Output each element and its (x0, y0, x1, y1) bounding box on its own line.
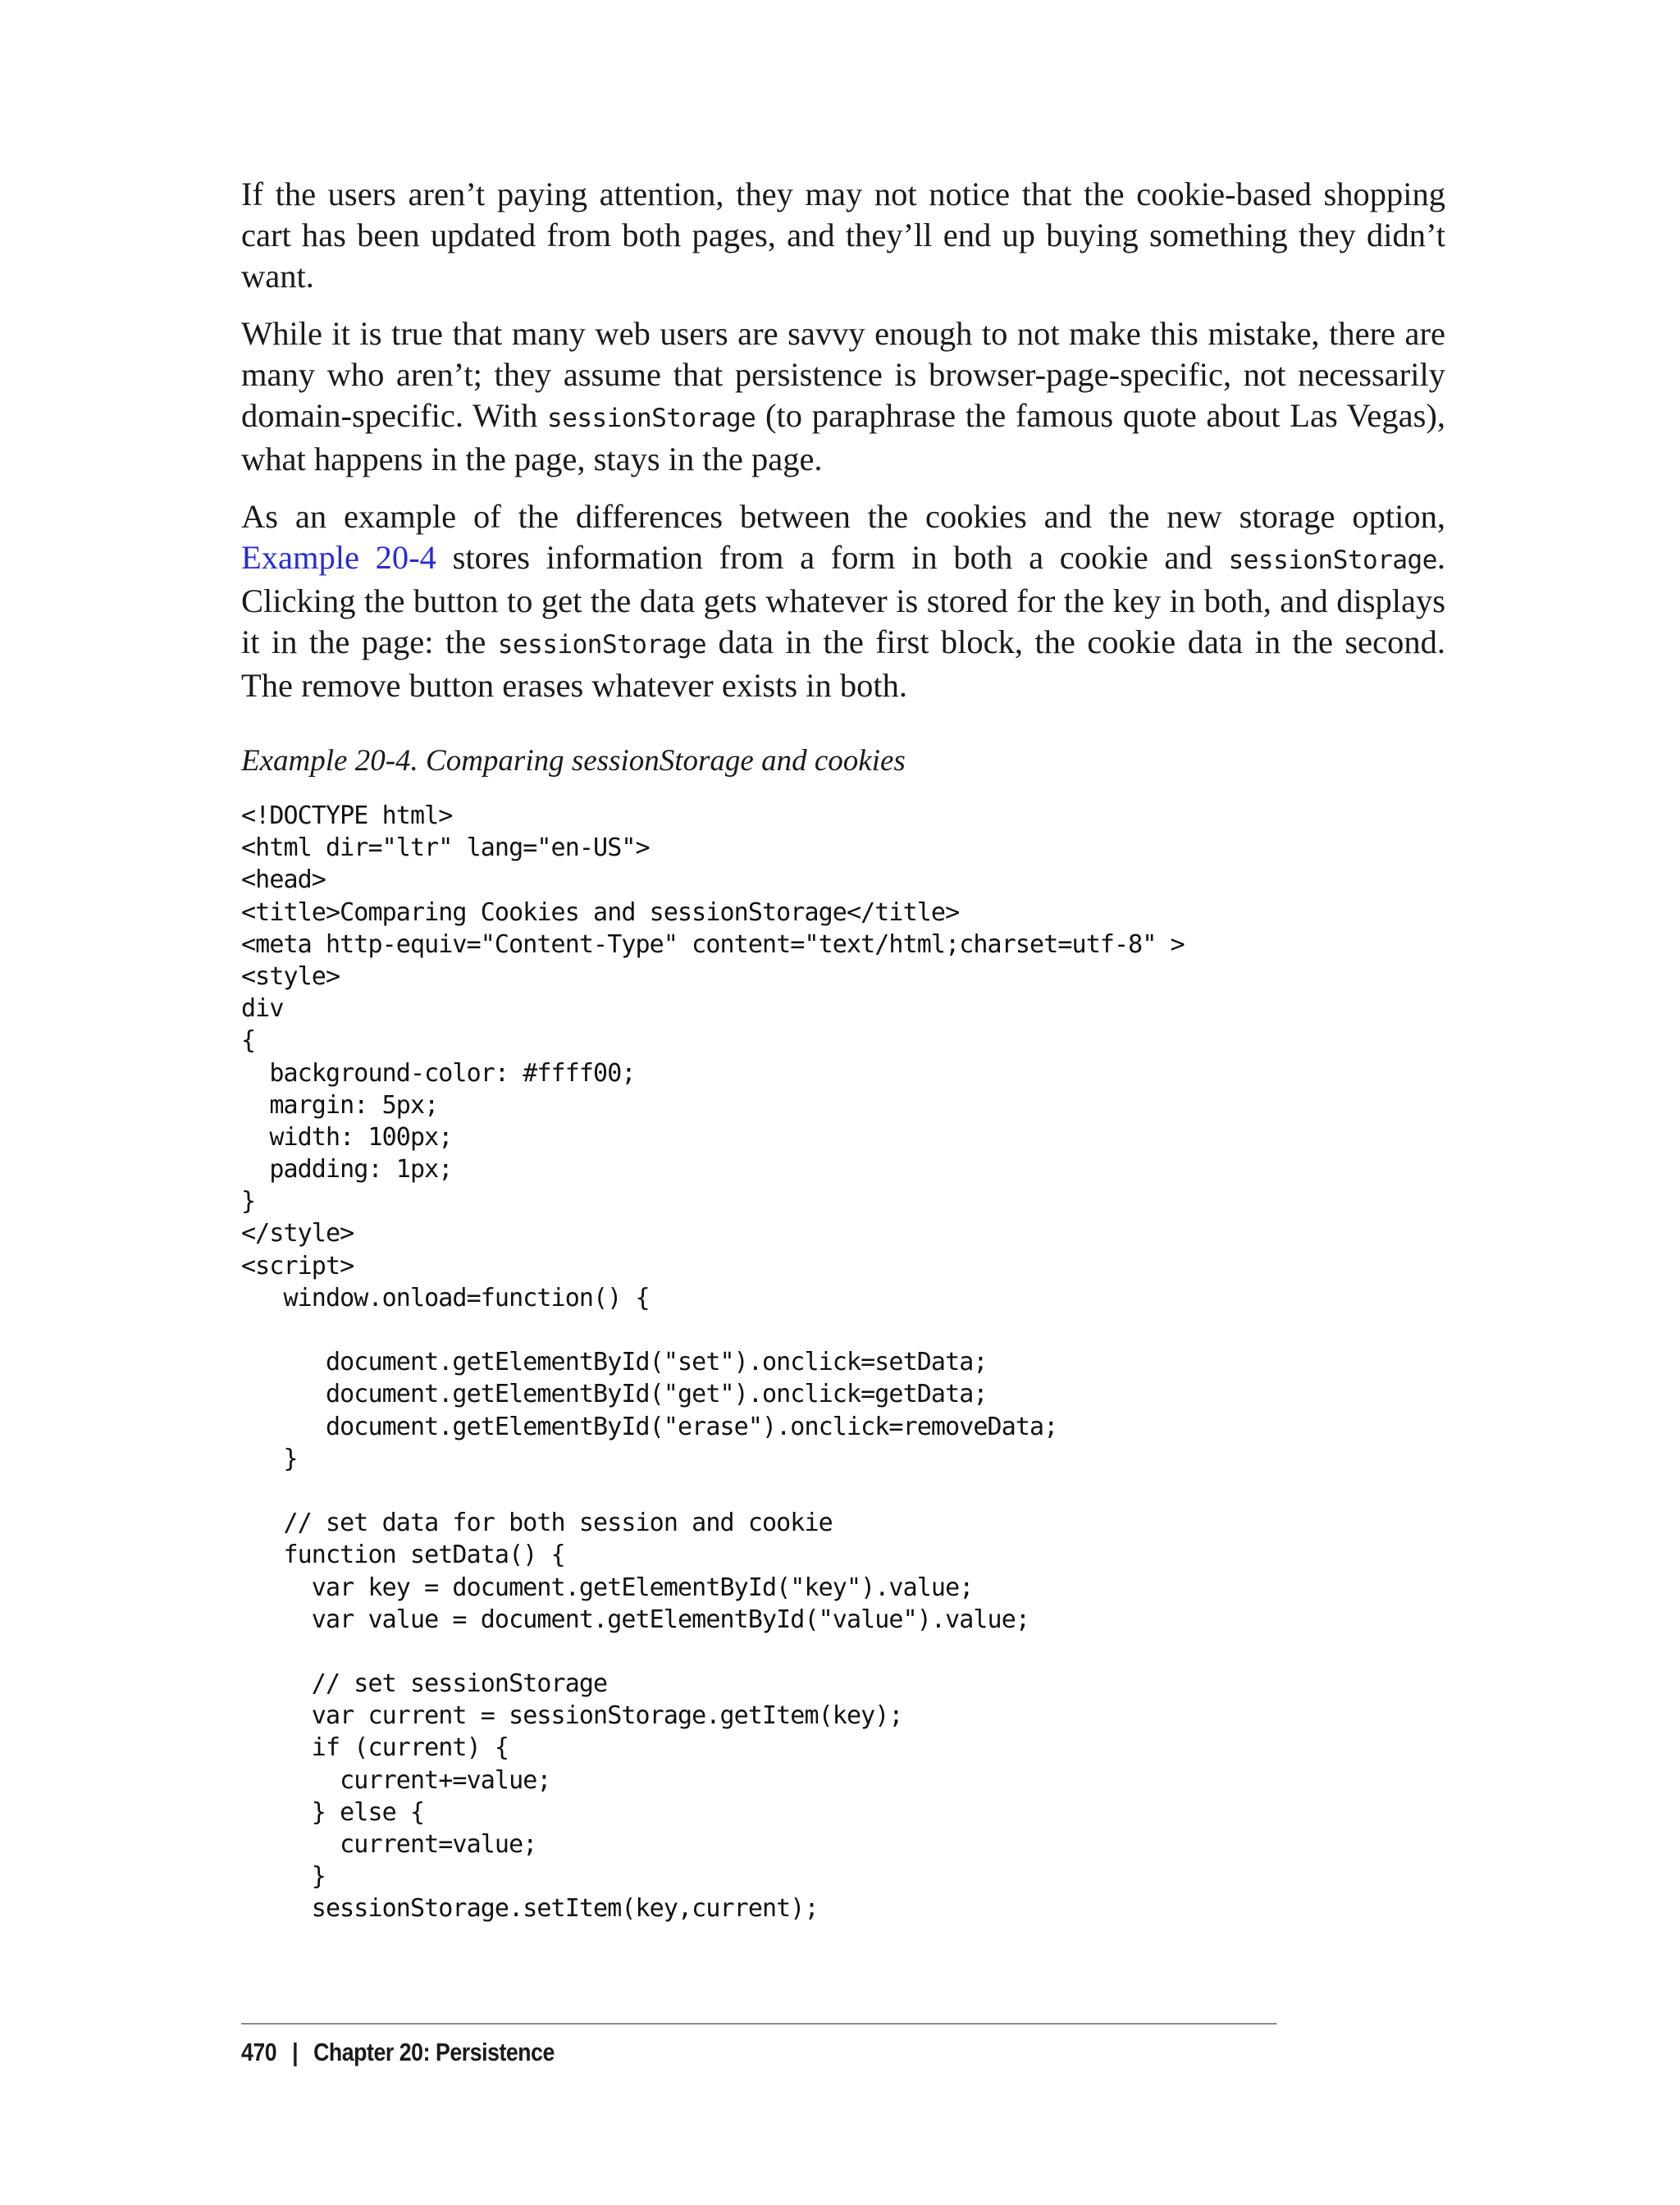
paragraph-2-text-a: While it is true that many web users are savvy enough to not make this mistake, there are many who aren’t; they assume that persistence is browser-page-specific, not necessarily domain-specific. With (241, 315, 1445, 434)
code-line: document.getElementById("set").onclick=setData; (241, 1348, 988, 1377)
paragraph-2-text-b: (to paraphrase the famous quote about Las Vegas), what happens in the page, stays in the page. (241, 397, 1445, 477)
code-line: width: 100px; (241, 1122, 453, 1152)
code-line: function setData() { (241, 1541, 565, 1570)
paragraph-3-text-c: . Clicking the button to get the data gets whatever is stored for the key in both, and displays it in the page: the (241, 539, 1445, 660)
code-line: document.getElementById("get").onclick=getData; (241, 1380, 988, 1409)
code-line: var value = document.getElementById("value").value; (241, 1605, 1030, 1634)
code-line: <head> (241, 865, 326, 895)
code-line (241, 1475, 1445, 1507)
code-line: current=value; (241, 1830, 537, 1859)
example-20-4-link[interactable]: Example 20-4 (241, 539, 436, 576)
paragraph-3-text-a: As an example of the differences between the cookies and the new storage option, (241, 498, 1445, 535)
page-number: 470 (241, 2038, 277, 2066)
page-body (241, 174, 1445, 1925)
paragraph-1 (241, 174, 1445, 297)
inline-code-sessionstorage-2: sessionStorage (497, 630, 707, 660)
code-line: <title>Comparing Cookies and sessionStorage</title> (241, 897, 960, 927)
code-line: document.getElementById("erase").onclick=removeData; (241, 1412, 1058, 1441)
example-caption: Example 20-4. Comparing sessionStorage and cookies (241, 744, 906, 778)
code-line: margin: 5px; (241, 1090, 439, 1120)
code-line: padding: 1px; (241, 1155, 453, 1185)
paragraph-1-text: If the users aren’t paying attention, they may not notice that the cookie-based shopping cart has been updated from both pages, and they’ll end up buying something they didn’t want. (241, 176, 1445, 294)
paragraph-3 (241, 496, 1445, 706)
code-line: } else { (241, 1797, 425, 1827)
code-line: window.onload=function() { (241, 1283, 650, 1312)
chapter-title: Chapter 20: Persistence (313, 2038, 555, 2066)
code-line: } (241, 1862, 326, 1892)
code-line: <style> (241, 961, 340, 991)
code-line: div (241, 994, 284, 1024)
code-line: <html dir="ltr" lang="en-US"> (241, 833, 650, 863)
code-line: <meta http-equiv="Content-Type" content="text/html;charset=utf-8" > (241, 929, 1185, 959)
paragraph-3-text-d: data in the first block, the cookie data in the second. The remove button erases whatever exists in both. (241, 623, 1445, 704)
code-line: // set data for both session and cookie (241, 1509, 833, 1538)
page-footer (241, 2023, 1276, 2067)
code-line (241, 1636, 1445, 1668)
paragraph-2 (241, 313, 1445, 480)
code-line: <script> (241, 1251, 354, 1281)
code-line: { (241, 1026, 256, 1056)
code-line: } (241, 1444, 298, 1473)
code-line: if (current) { (241, 1733, 509, 1763)
code-line: } (241, 1187, 256, 1217)
inline-code-sessionstorage-1: sessionStorage (1228, 546, 1437, 575)
footer-separator: | (292, 2038, 299, 2066)
code-line: current+=value; (241, 1765, 551, 1795)
code-line: <!DOCTYPE html> (241, 801, 453, 830)
inline-code-sessionstorage: sessionStorage (547, 404, 756, 433)
paragraph-3-text-b: stores information from a form in both a cookie and (436, 539, 1229, 576)
code-line: background-color: #ffff00; (241, 1058, 636, 1088)
code-line: var current = sessionStorage.getItem(key); (241, 1701, 903, 1731)
code-line: sessionStorage.setItem(key,current); (241, 1894, 819, 1924)
code-line (241, 1314, 1445, 1346)
code-line: </style> (241, 1219, 354, 1249)
code-listing (241, 800, 1445, 1925)
code-line: // set sessionStorage (241, 1669, 608, 1699)
code-line: var key = document.getElementById("key").value; (241, 1573, 974, 1602)
